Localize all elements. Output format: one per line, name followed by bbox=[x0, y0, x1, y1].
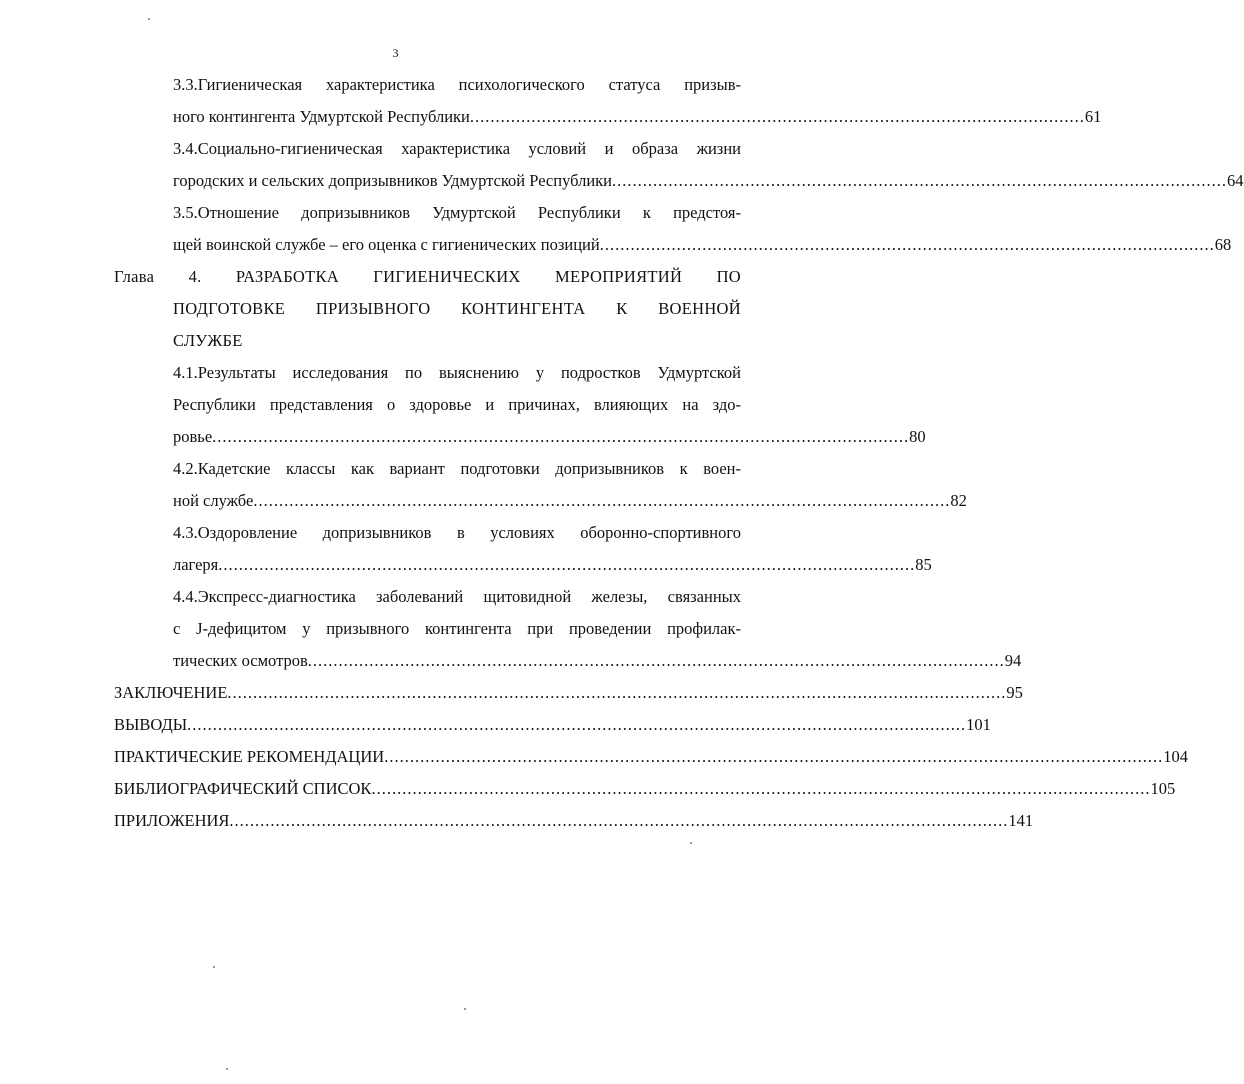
toc-4-3-entry[interactable] bbox=[173, 554, 932, 576]
toc-4-1-line2: Республики представления о здоровье и причинах, влияющих на здо- bbox=[173, 395, 741, 414]
toc-conclusion-page: 95 bbox=[1006, 683, 1023, 702]
toc-3-5-entry[interactable] bbox=[173, 234, 1232, 256]
toc-3-5-line2: щей воинской службе – его оценка с гигиенических позиций bbox=[173, 235, 600, 254]
scan-speck bbox=[213, 966, 215, 968]
toc-4-2-line1: 4.2.Кадетские классы как вариант подготовки допризывников к воен- bbox=[173, 459, 741, 478]
leader-dots: ........................................................................................................................................................ bbox=[229, 811, 1009, 830]
toc-4-4-line2: с J-дефицитом у призывного контингента при проведении профилак- bbox=[173, 619, 741, 638]
scan-speck bbox=[464, 1008, 466, 1010]
toc-findings: ВЫВОДЫ bbox=[114, 715, 188, 734]
toc-chapter-4-line3: СЛУЖБЕ bbox=[173, 331, 243, 350]
toc-3-3-line1: 3.3.Гигиеническая характеристика психологического статуса призыв- bbox=[173, 75, 741, 94]
page-number: 3 bbox=[392, 46, 399, 60]
leader-dots: ........................................................................................................................................................ bbox=[371, 779, 1151, 798]
toc-3-4-page: 64 bbox=[1227, 171, 1244, 190]
toc-4-4-line1: 4.4.Экспресс-диагностика заболеваний щитовидной железы, связанных bbox=[173, 587, 741, 606]
toc-4-1-line1: 4.1.Результаты исследования по выяснению у подростков Удмуртской bbox=[173, 363, 741, 382]
toc-4-2-line2: ной службе bbox=[173, 491, 254, 510]
leader-dots: ........................................................................................................................................ bbox=[307, 651, 1005, 670]
leader-dots: ........................................................................................................................ bbox=[612, 171, 1228, 190]
toc-recommendations-entry[interactable] bbox=[114, 746, 1188, 768]
toc-conclusion-entry[interactable] bbox=[114, 682, 1023, 704]
toc-bibliography-entry[interactable] bbox=[114, 778, 1176, 800]
scan-speck bbox=[148, 18, 150, 20]
toc-chapter-4-line2: ПОДГОТОВКЕ ПРИЗЫВНОГО КОНТИНГЕНТА К ВОЕННОЙ bbox=[173, 299, 741, 318]
toc-appendices-entry[interactable] bbox=[114, 810, 1034, 832]
toc-3-3-page: 61 bbox=[1084, 107, 1102, 126]
toc-3-4-line1: 3.4.Социально-гигиеническая характеристика условий и образа жизни bbox=[173, 139, 741, 158]
toc-4-3-page: 85 bbox=[915, 555, 932, 574]
toc-4-1-page: 80 bbox=[909, 427, 926, 446]
toc-4-4-page: 94 bbox=[1004, 651, 1022, 670]
leader-dots: ........................................................................................................................ bbox=[469, 107, 1085, 126]
scan-speck bbox=[690, 842, 692, 844]
toc-4-1-line3: ровье bbox=[173, 427, 213, 446]
toc-3-4-entry[interactable] bbox=[173, 170, 1244, 192]
toc-4-3-line2: лагеря bbox=[173, 555, 219, 574]
leader-dots: ........................................................................................................................................ bbox=[253, 491, 951, 510]
toc-appendices-page: 141 bbox=[1008, 811, 1034, 830]
toc-4-2-page: 82 bbox=[950, 491, 967, 510]
toc-findings-page: 101 bbox=[966, 715, 991, 734]
leader-dots: ........................................................................................................................................ bbox=[218, 555, 916, 574]
toc-recommendations-page: 104 bbox=[1163, 747, 1188, 766]
scan-speck bbox=[226, 1068, 228, 1070]
toc-bibliography-page: 105 bbox=[1150, 779, 1176, 798]
leader-dots: ........................................................................................................................ bbox=[599, 235, 1215, 254]
toc-3-4-line2: городских и сельских допризывников Удмуртской Республики bbox=[173, 171, 613, 190]
toc-4-1-entry[interactable] bbox=[173, 426, 926, 448]
leader-dots: ........................................................................................................................................................ bbox=[227, 683, 1007, 702]
toc-findings-entry[interactable] bbox=[114, 714, 991, 736]
toc-conclusion: ЗАКЛЮЧЕНИЕ bbox=[114, 683, 228, 702]
toc-4-4-line3: тических осмотров bbox=[173, 651, 308, 670]
toc-3-5-page: 68 bbox=[1214, 235, 1232, 254]
toc-3-5-line1: 3.5.Отношение допризывников Удмуртской Республики к предстоя- bbox=[173, 203, 741, 222]
toc-4-2-entry[interactable] bbox=[173, 490, 967, 512]
toc-bibliography: БИБЛИОГРАФИЧЕСКИЙ СПИСОК bbox=[114, 779, 372, 798]
toc-3-3-line2: ного контингента Удмуртской Республики bbox=[173, 107, 470, 126]
leader-dots: ........................................................................................................................................................ bbox=[187, 715, 967, 734]
toc-appendices: ПРИЛОЖЕНИЯ bbox=[114, 811, 230, 830]
toc-4-4-entry[interactable] bbox=[173, 650, 1022, 672]
toc-4-3-line1: 4.3.Оздоровление допризывников в условиях оборонно-спортивного bbox=[173, 523, 741, 542]
toc-chapter-4-line1: Глава 4. РАЗРАБОТКА ГИГИЕНИЧЕСКИХ МЕРОПРИЯТИЙ ПО bbox=[114, 267, 741, 286]
toc-3-3-entry[interactable] bbox=[173, 106, 1102, 128]
toc-recommendations: ПРАКТИЧЕСКИЕ РЕКОМЕНДАЦИИ bbox=[114, 747, 385, 766]
leader-dots: ........................................................................................................................................ bbox=[212, 427, 910, 446]
leader-dots: ........................................................................................................................................................ bbox=[384, 747, 1164, 766]
